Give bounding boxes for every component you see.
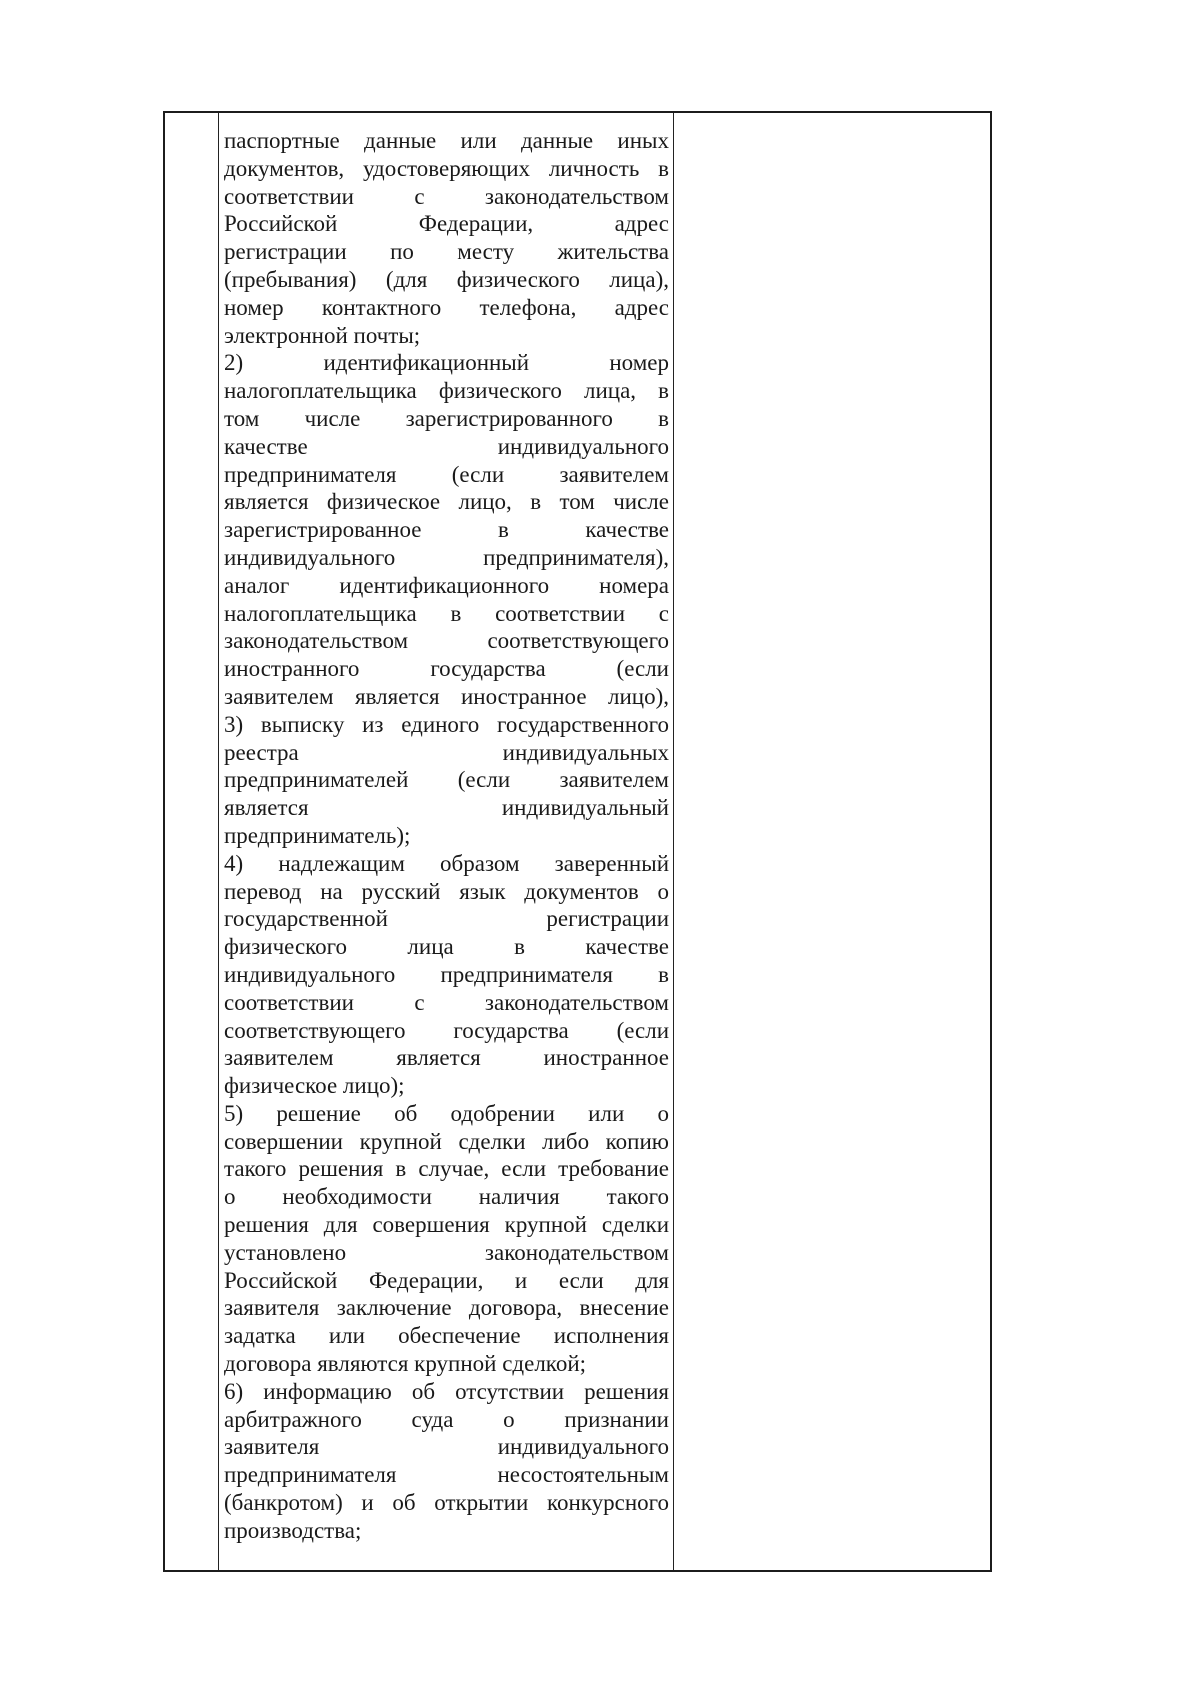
text-line: государственной регистрации [224,906,669,932]
text-line: задатка или обеспечение исполнения [224,1323,669,1349]
text-line: Российской Федерации, и если для [224,1267,669,1293]
text-line: регистрации по месту жительства [224,239,669,265]
text-line: физическое лицо); [224,1073,405,1099]
text-line: 6) информацию об отсутствии решения [224,1378,669,1404]
text-line: 5) решение об одобрении или о [224,1100,669,1126]
text-line: о необходимости наличия такого [224,1184,669,1210]
text-line: предприниматель); [224,822,411,848]
text-line: (пребывания) (для физического лица), [224,266,669,292]
text-line: перевод на русский язык документов о [224,878,669,904]
text-line: совершении крупной сделки либо копию [224,1128,669,1154]
requirements-text-cell [224,127,669,1545]
text-line: индивидуального предпринимателя), [224,544,669,570]
text-line: арбитражного суда о признании [224,1406,669,1432]
text-line: производства; [224,1517,362,1543]
text-line: налогоплательщика физического лица, в [224,378,669,404]
text-line: заявителя индивидуального [224,1434,669,1460]
text-line: физического лица в качестве [224,934,669,960]
text-line: Российской Федерации, адрес [224,211,669,237]
text-line: налогоплательщика в соответствии с [224,600,669,626]
text-line: реестра индивидуальных [224,739,669,765]
text-line: аналог идентификационного номера [224,572,669,598]
text-line: является физическое лицо, в том числе [224,489,669,515]
text-line: 2) идентификационный номер [224,350,669,376]
column-divider-right [673,113,674,1570]
text-line: 3) выписку из единого государственного [224,711,669,737]
text-line: договора являются крупной сделкой; [224,1351,587,1377]
text-line: соответствующего государства (если [224,1017,669,1043]
text-line: соответствии с законодательством [224,183,669,209]
text-line: такого решения в случае, если требование [224,1156,669,1182]
text-line: предпринимателей (если заявителем [224,767,669,793]
text-line: электронной почты; [224,322,421,348]
text-line: 4) надлежащим образом заверенный [224,850,669,876]
text-line: установлено законодательством [224,1239,669,1265]
text-line: паспортные данные или данные иных [224,128,669,153]
text-line: качестве индивидуального [224,433,669,459]
text-line: является индивидуальный [224,795,669,821]
text-line: решения для совершения крупной сделки [224,1212,669,1238]
text-line: заявителем является иностранное [224,1045,669,1071]
text-line: том числе зарегистрированного в [224,405,669,431]
text-line: заявителем является иностранное лицо), [224,683,669,709]
text-line: законодательством соответствующего [224,628,669,654]
text-line: (банкротом) и об открытии конкурсного [224,1490,669,1516]
text-line: заявителя заключение договора, внесение [224,1295,669,1321]
text-line: предпринимателя (если заявителем [224,461,669,487]
text-line: документов, удостоверяющих личность в [224,155,669,181]
column-divider-left [218,113,219,1570]
document-table [163,111,992,1572]
text-line: номер контактного телефона, адрес [224,294,669,320]
text-line: предпринимателя несостоятельным [224,1462,669,1488]
text-line: иностранного государства (если [224,656,669,682]
text-line: соответствии с законодательством [224,989,669,1015]
text-line: индивидуального предпринимателя в [224,961,669,987]
text-line: зарегистрированное в качестве [224,517,669,543]
